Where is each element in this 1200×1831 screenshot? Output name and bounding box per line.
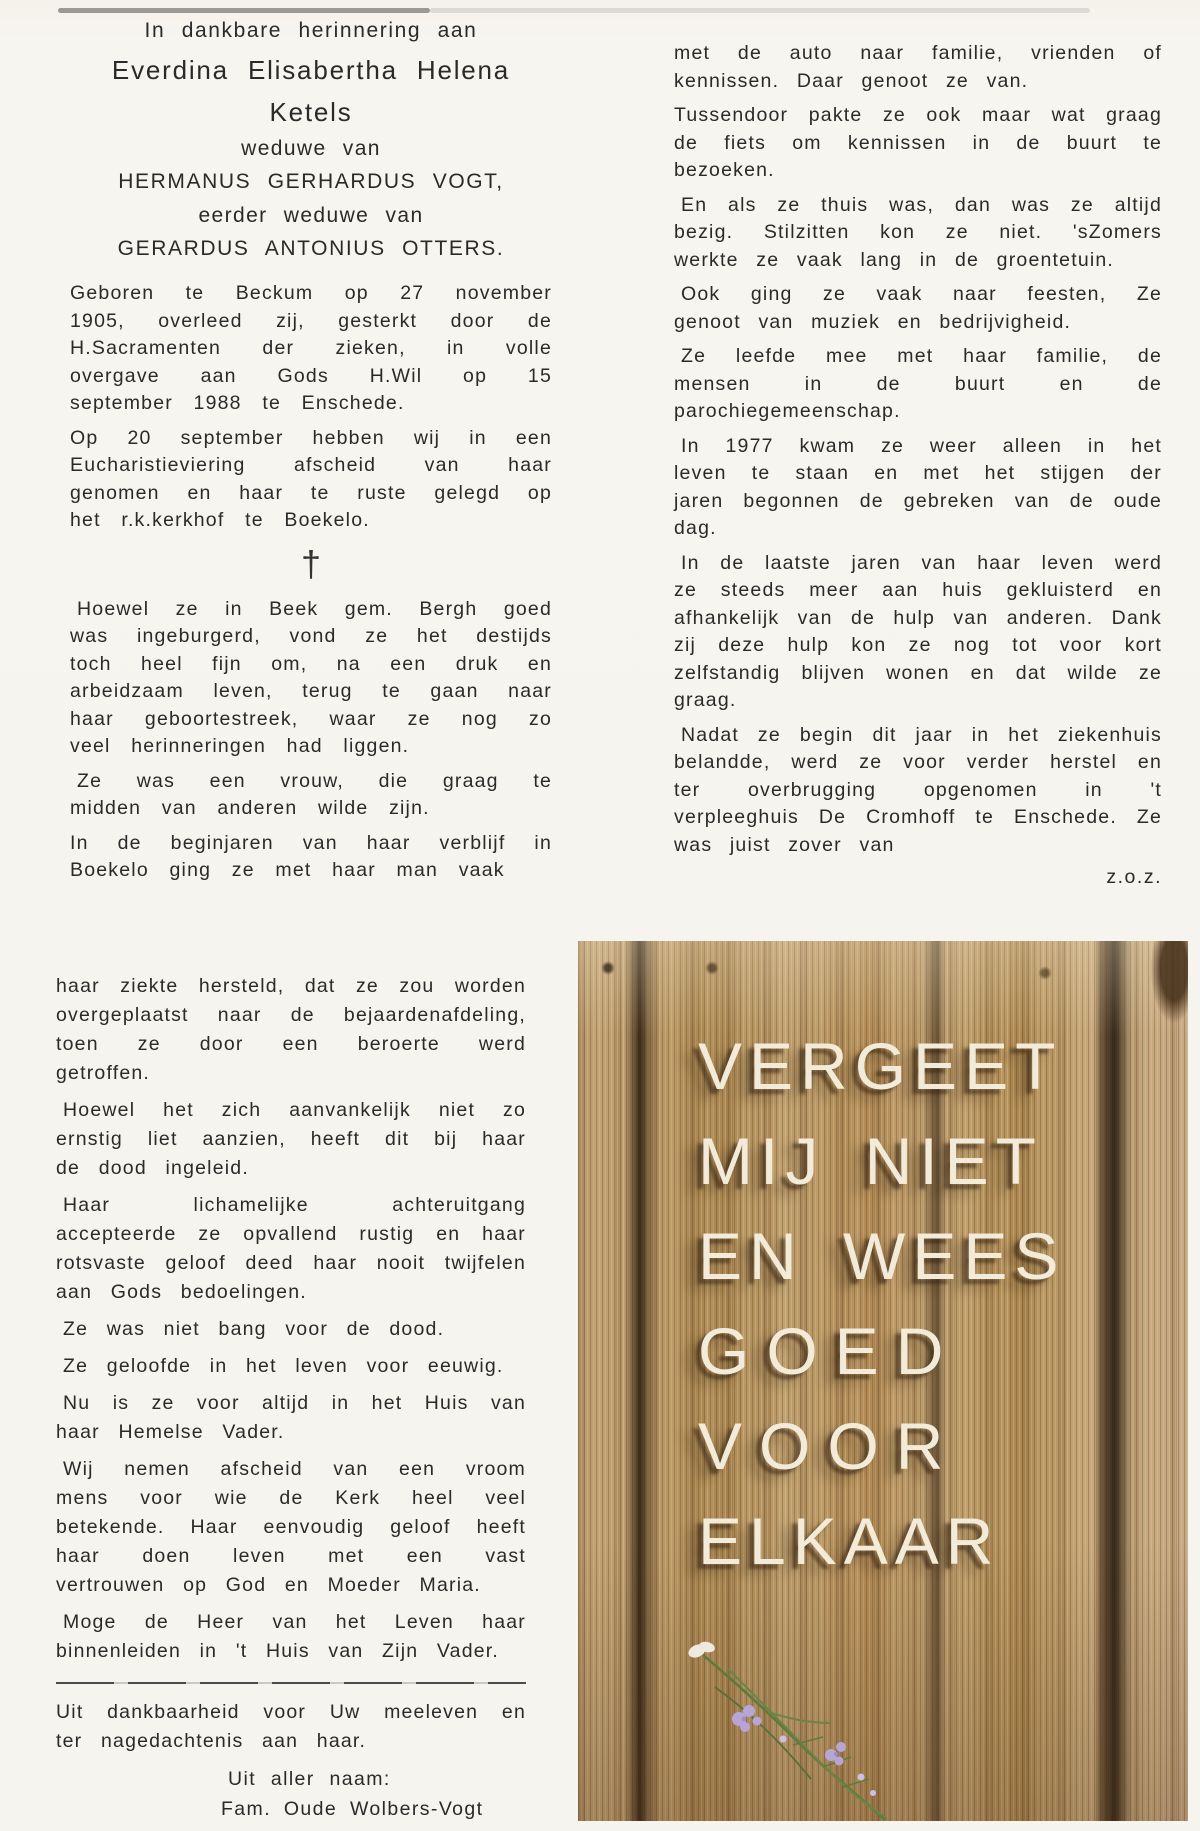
sign-caption bbox=[698, 1019, 1065, 1589]
sign-line-3: EN WEES bbox=[698, 1219, 1066, 1293]
paragraph-niet-bang: Ze was niet bang voor de dood. bbox=[63, 1318, 445, 1340]
spouse-name1: HERMANUS GERHARDUS VOGT, bbox=[118, 170, 504, 193]
sign-line-6: ELKAAR bbox=[698, 1504, 1001, 1578]
family-name: Fam. Oude Wolbers-Vogt bbox=[221, 1798, 484, 1820]
paragraph-vrouw: Ze was een vrouw, die graag te midden van anderen wilde zijn. bbox=[70, 769, 552, 819]
scan-artifact bbox=[58, 8, 430, 13]
deceased-name-line1: Everdina Elisabertha Helena bbox=[111, 55, 511, 85]
paragraph-laatste-jaren: In de laatste jaren van haar leven werd ze steeds meer aan huis gekluisterd en afhankelijk van de hulp van anderen. Dank zij deze hulp kon ze nog tot voor kort zelfstandig blijven wonen en dat wilde ze graag. bbox=[674, 551, 1162, 711]
paragraph-beek-bergh: Hoewel ze in Beek gem. Bergh goed was ingeburgerd, vond ze het destijds toch heel fijn om, na een druk en arbeidzaam leven, terug te gaan naar haar geboortestreek, waar ze nog zo veel herinneringen had liggen. bbox=[70, 597, 552, 757]
paragraph-thanks: Uit dankbaarheid voor Uw meeleven en ter nagedachtenis aan haar. bbox=[56, 1701, 526, 1752]
paragraph-aanvankelijk: Hoewel het zich aanvankelijk niet zo ernstig liet aanzien, heeft dit bij haar de dood ingeleid. bbox=[56, 1099, 526, 1179]
cross-icon: † bbox=[300, 542, 322, 584]
memorial-headings bbox=[70, 14, 552, 266]
paragraph-afscheid: Wij nemen afscheid van een vroom mens voor wie de Kerk heel veel betekende. Haar eenvoudig geloof heeft haar doen leven met een vast vertrouwen op God en Moeder Maria. bbox=[56, 1458, 526, 1596]
paragraph-funeral: Op 20 september hebben wij in een Eucharistieviering afscheid van haar genomen en haar te ruste gelegd op het r.k.kerkhof te Boekelo. bbox=[70, 426, 552, 531]
paragraph-achteruitgang: Haar lichamelijke achteruitgang accepteerde ze opvallend rustig en haar rotsvaste geloof deed haar nooit twijfelen aan Gods bedoelingen. bbox=[56, 1194, 526, 1303]
paragraph-moge-de-heer: Moge de Heer van het Leven haar binnenleiden in 't Huis van Zijn Vader. bbox=[56, 1611, 526, 1662]
from-label: Uit aller naam: bbox=[228, 1768, 391, 1790]
flower-sprig bbox=[673, 1627, 913, 1821]
relation-line1: weduwe van bbox=[241, 137, 381, 160]
paragraph-fiets: Tussendoor pakte ze ook maar wat graag de fiets om kennissen in de buurt te bezoeken. bbox=[674, 104, 1162, 181]
sign-line-2: MIJ NIET bbox=[698, 1124, 1043, 1198]
paragraph-feesten: Ook ging ze vaak naar feesten, Ze genoot van muziek en bedrijvigheid. bbox=[674, 283, 1162, 333]
paragraph-thuis: En als ze thuis was, dan was ze altijd bezig. Stilzitten kon ze niet. 'sZomers werkte ze vaak lang in de groentetuin. bbox=[674, 193, 1162, 271]
back-left-column bbox=[56, 972, 526, 1824]
divider-line bbox=[56, 1682, 526, 1684]
sign-line-1: VERGEET bbox=[698, 1029, 1063, 1103]
front-left-column bbox=[70, 14, 552, 892]
paragraph-birth-death: Geboren te Beckum op 27 november 1905, overleed zij, gesterkt door de H.Sacramenten der zieken, in volle overgave aan Gods H.Wil op 15 september 1988 te Enschede. bbox=[70, 282, 552, 414]
relation-line2: eerder weduwe van bbox=[198, 204, 424, 227]
deceased-name-line2: Ketels bbox=[269, 97, 353, 127]
front-right-column bbox=[674, 40, 1162, 889]
paragraph-beginjaren: In de beginjaren van haar verblijf in Boekelo ging ze met haar man vaak bbox=[70, 831, 552, 881]
paragraph-familie: Ze leefde mee met haar familie, de mensen in de buurt en de parochiegemeenschap. bbox=[674, 345, 1162, 422]
turn-over-note: z.o.z. bbox=[1106, 866, 1162, 888]
scan-artifact bbox=[430, 8, 1090, 13]
paragraph-eeuwig: Ze geloofde in het leven voor eeuwig. bbox=[63, 1355, 504, 1377]
paragraph-auto: met de auto naar familie, vrienden of kennissen. Daar genoot ze van. bbox=[674, 42, 1162, 92]
intro-line: In dankbare herinnering aan bbox=[144, 19, 478, 42]
wooden-sign-photo bbox=[578, 941, 1188, 1821]
paragraph-ziekenhuis: Nadat ze begin dit jaar in het ziekenhuis belandde, werd ze voor verder herstel en ter overbrugging opgenomen in 't verpleeghuis De Cromhoff te Enschede. Ze was juist zover van bbox=[674, 723, 1162, 856]
spouse-name2: GERARDUS ANTONIUS OTTERS. bbox=[117, 237, 505, 260]
paragraph-hersteld: haar ziekte hersteld, dat ze zou worden overgeplaatst naar de bejaardenafdeling, toen ze door een beroerte werd getroffen. bbox=[56, 975, 526, 1084]
sign-line-4: GOED bbox=[698, 1314, 961, 1388]
paragraph-hemelse-vader: Nu is ze voor altijd in het Huis van haar Hemelse Vader. bbox=[56, 1392, 526, 1443]
sign-line-5: VOOR bbox=[698, 1409, 961, 1483]
paragraph-1977: In 1977 kwam ze weer alleen in het leven te staan en met het stijgen der jaren begonnen de gebreken van de oude dag. bbox=[674, 434, 1162, 539]
